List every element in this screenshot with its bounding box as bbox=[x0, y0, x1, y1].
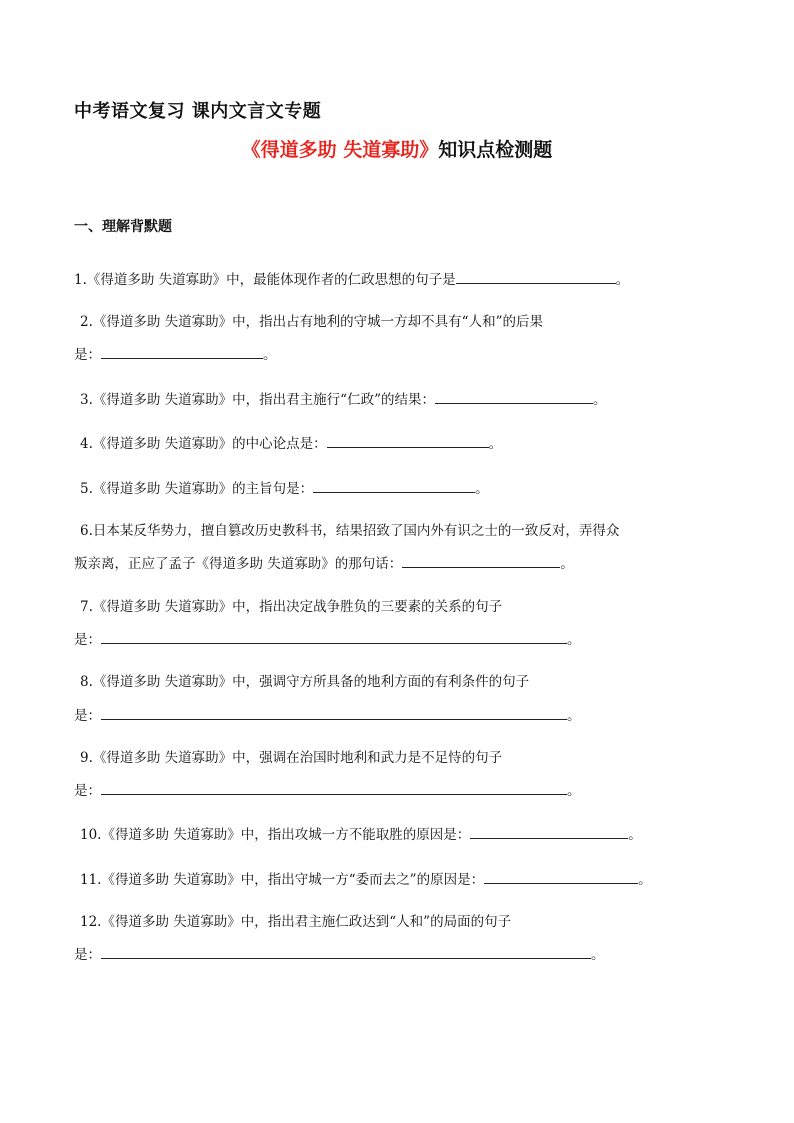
question-text: 叛亲离，正应了孟子《得道多助 失道寡助》的那句话： bbox=[74, 556, 403, 572]
question-2-line2 bbox=[74, 343, 277, 365]
question-end: 。 bbox=[475, 481, 489, 497]
question-text: 是： bbox=[74, 347, 101, 363]
question-8-line2 bbox=[74, 704, 581, 726]
question-6-line2 bbox=[74, 552, 574, 574]
question-10 bbox=[80, 823, 642, 845]
question-end: 。 bbox=[591, 947, 605, 963]
answer-blank[interactable] bbox=[435, 388, 593, 404]
question-text: 7.《得道多助 失道寡助》中，指出决定战争胜负的三要素的关系的句子 bbox=[80, 599, 503, 615]
answer-blank[interactable] bbox=[313, 477, 475, 493]
question-1 bbox=[74, 268, 629, 290]
question-text: 2.《得道多助 失道寡助》中，指出占有地利的守城一方却不具有“人和”的后果 bbox=[80, 314, 543, 330]
question-text: 11.《得道多助 失道寡助》中，指出守城一方“委而去之”的原因是： bbox=[80, 872, 485, 888]
question-text: 4.《得道多助 失道寡助》的中心论点是： bbox=[80, 436, 327, 452]
section-heading: 一、理解背默题 bbox=[74, 219, 172, 235]
answer-blank[interactable] bbox=[456, 268, 616, 284]
question-6 bbox=[80, 521, 619, 541]
question-end: 。 bbox=[567, 632, 581, 648]
question-7 bbox=[80, 597, 502, 617]
question-end: 。 bbox=[628, 827, 642, 843]
answer-blank[interactable] bbox=[470, 823, 628, 839]
answer-blank[interactable] bbox=[101, 704, 567, 720]
question-11 bbox=[80, 868, 652, 890]
question-text: 10.《得道多助 失道寡助》中，指出攻城一方不能取胜的原因是： bbox=[80, 827, 471, 843]
question-end: 。 bbox=[592, 392, 607, 408]
question-end: 。 bbox=[263, 347, 277, 363]
question-text: 6.日本某反华势力，擅自篡改历史教科书，结果招致了国内外有识之士的一致反对，弄得众 bbox=[80, 523, 620, 539]
question-end: 。 bbox=[567, 783, 581, 799]
question-text: 12.《得道多助 失道寡助》中，指出君主施仁政达到“人和”的局面的句子 bbox=[80, 914, 512, 930]
question-9 bbox=[80, 748, 502, 768]
question-4 bbox=[80, 432, 502, 454]
answer-blank[interactable] bbox=[484, 868, 638, 884]
question-8 bbox=[80, 672, 529, 692]
question-text: 5.《得道多助 失道寡助》的主旨句是： bbox=[80, 481, 314, 497]
question-text: 9.《得道多助 失道寡助》中，强调在治国时地利和武力是不足恃的句子 bbox=[80, 750, 503, 766]
subtitle-text-suffix: 知识点检测题 bbox=[438, 139, 553, 161]
question-9-line2 bbox=[74, 779, 581, 801]
question-end: 。 bbox=[567, 708, 581, 724]
document-title: 中考语文复习 课内文言文专题 bbox=[74, 101, 322, 122]
question-text: 是： bbox=[74, 947, 101, 963]
question-end: 。 bbox=[615, 272, 630, 288]
question-5 bbox=[80, 477, 489, 499]
question-text: 8.《得道多助 失道寡助》中，强调守方所具备的地利方面的有利条件的句子 bbox=[80, 674, 530, 690]
answer-blank[interactable] bbox=[101, 343, 263, 359]
question-text: 是： bbox=[74, 632, 101, 648]
question-end: 。 bbox=[560, 556, 574, 572]
answer-blank[interactable] bbox=[101, 779, 567, 795]
question-end: 。 bbox=[638, 872, 652, 888]
question-7-line2 bbox=[74, 628, 581, 650]
subtitle-text-title: 《得道多助 失道寡助》 bbox=[241, 139, 439, 161]
answer-blank[interactable] bbox=[101, 943, 591, 959]
question-3 bbox=[80, 388, 606, 410]
document-subtitle bbox=[0, 135, 794, 162]
question-text: 3.《得道多助 失道寡助》中，指出君主施行“仁政”的结果： bbox=[80, 392, 435, 408]
question-2 bbox=[80, 312, 543, 332]
question-text: 是： bbox=[74, 708, 101, 724]
question-text: 1.《得道多助 失道寡助》中，最能体现作者的仁政思想的句子是 bbox=[74, 272, 456, 288]
answer-blank[interactable] bbox=[327, 432, 489, 448]
question-12-line2 bbox=[74, 943, 605, 965]
answer-blank[interactable] bbox=[402, 552, 560, 568]
answer-blank[interactable] bbox=[101, 628, 567, 644]
question-12 bbox=[80, 912, 511, 932]
question-text: 是： bbox=[74, 783, 101, 799]
question-end: 。 bbox=[488, 436, 503, 452]
